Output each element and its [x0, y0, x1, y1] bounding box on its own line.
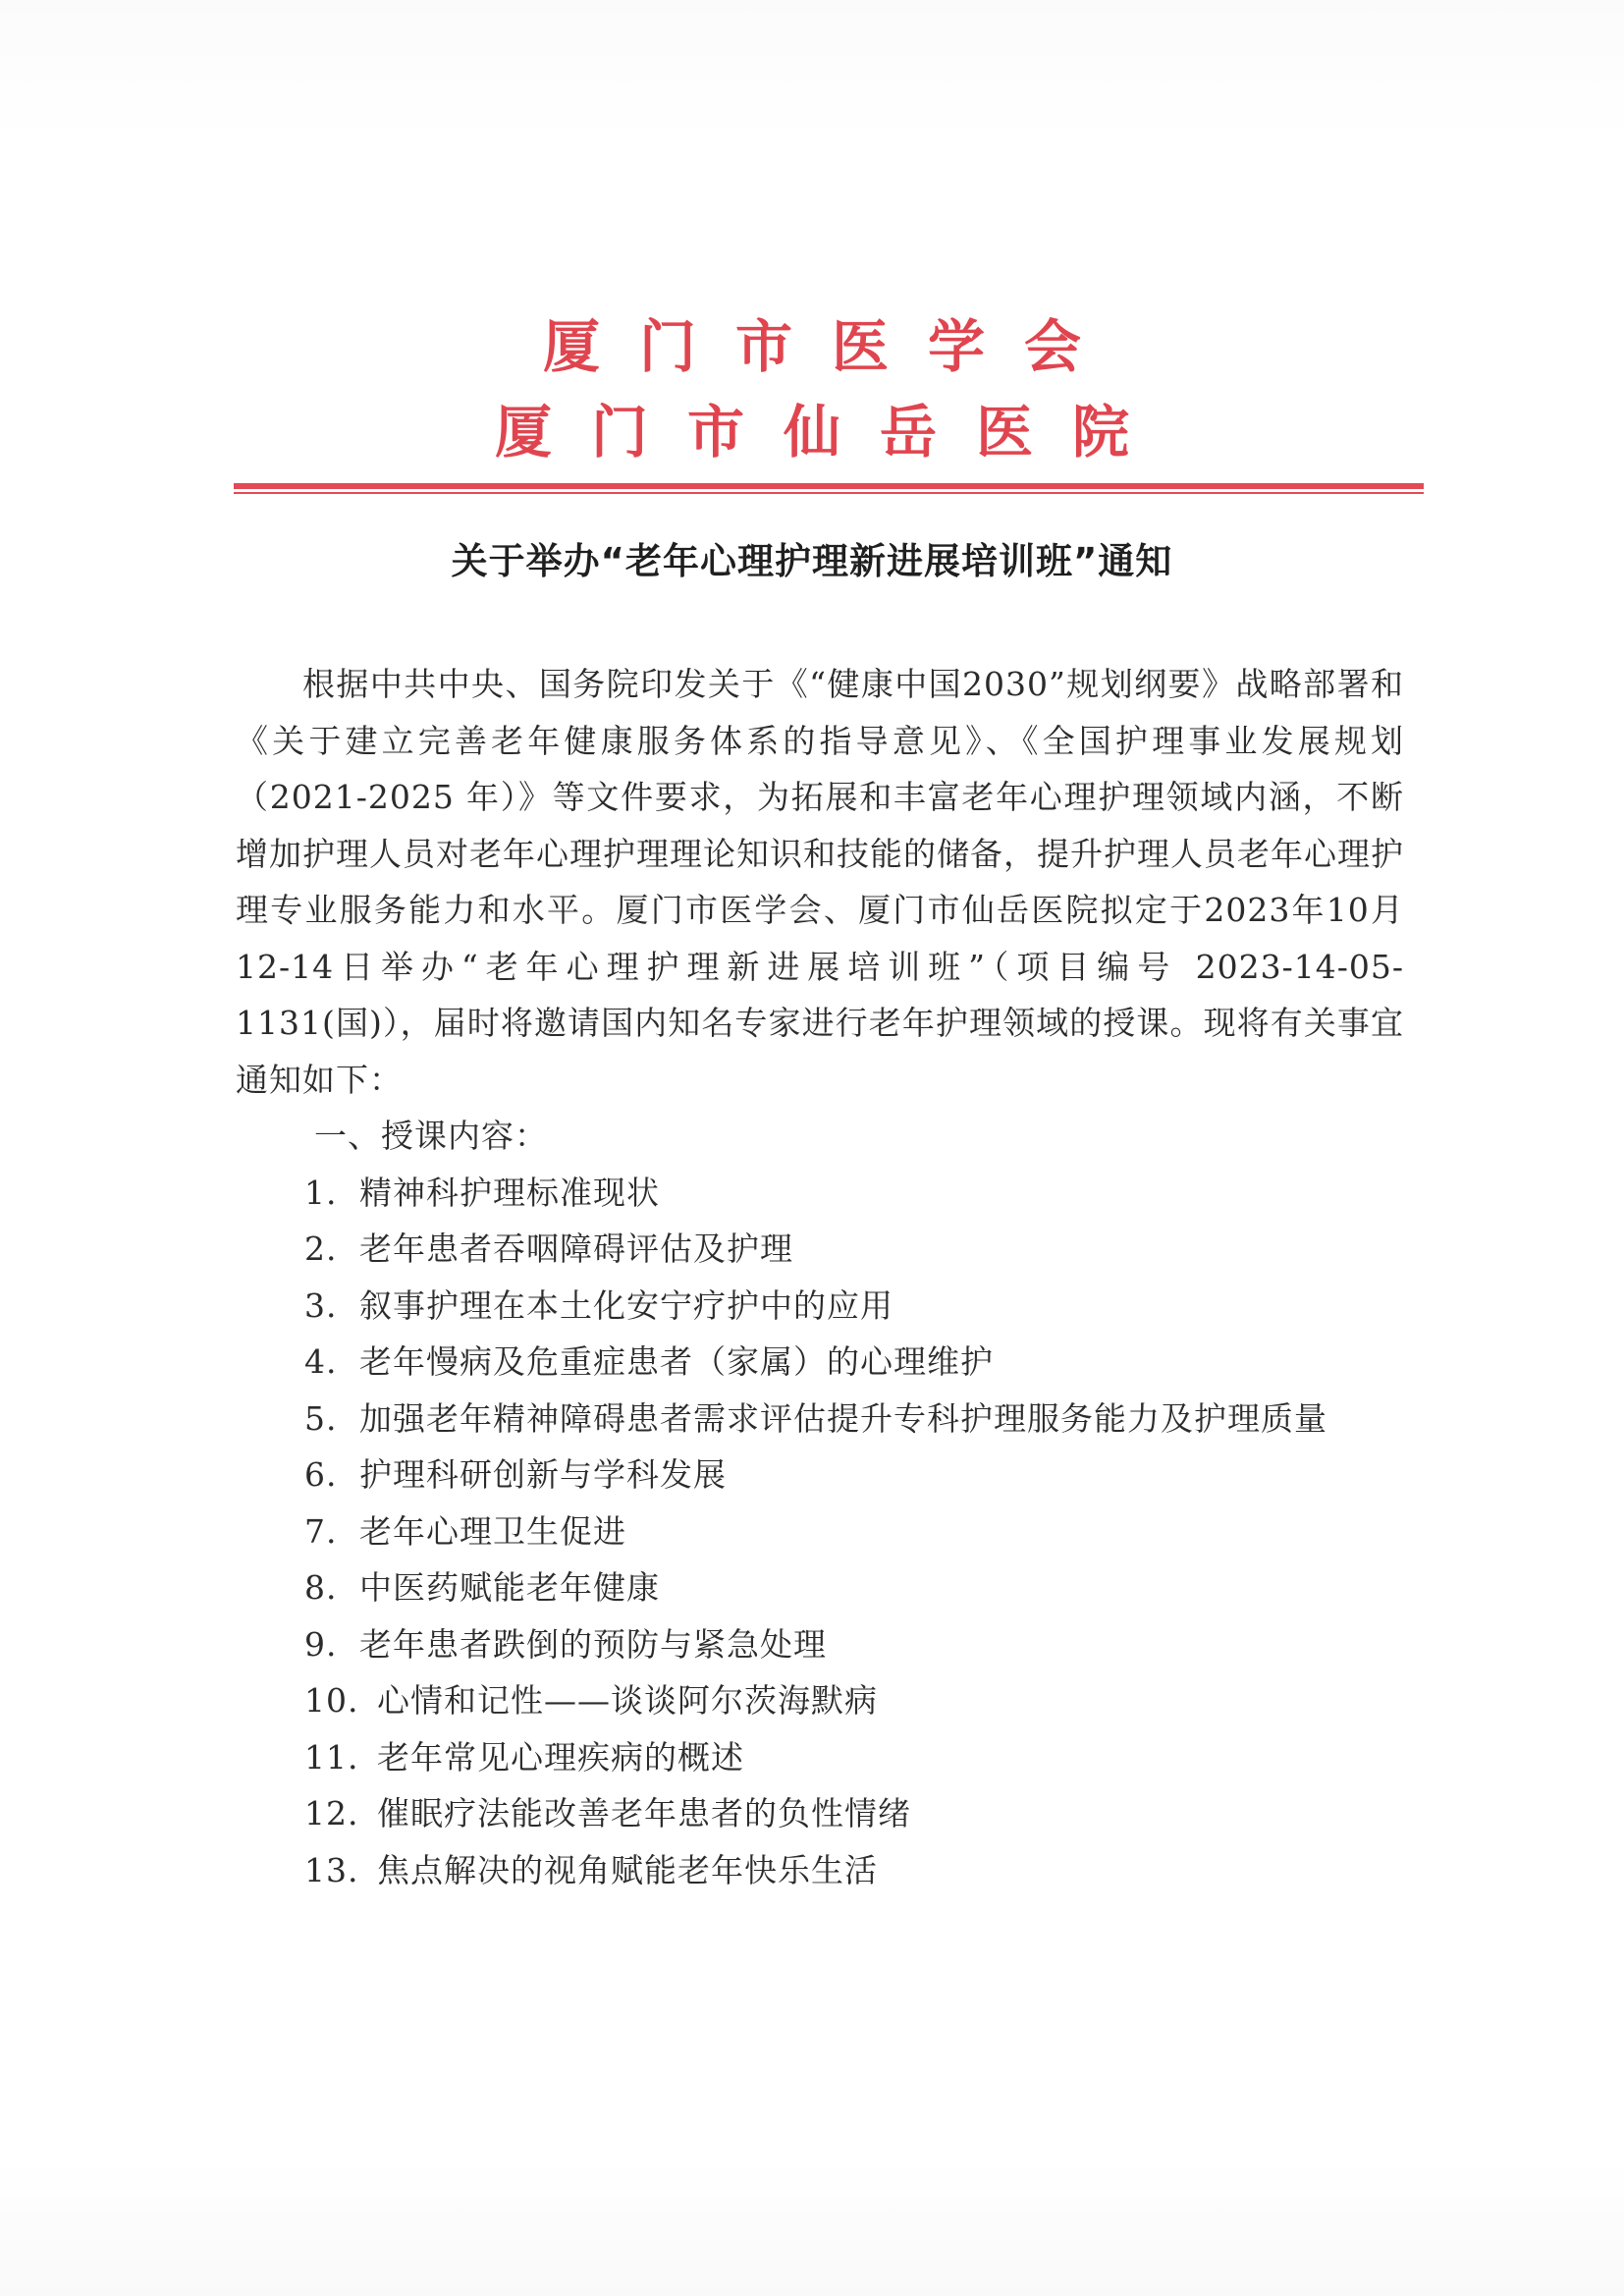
- course-topic-text: 老年慢病及危重症患者（家属）的心理维护: [359, 1342, 994, 1381]
- course-topic-item: [236, 1391, 1404, 1448]
- course-topic-item: [236, 1165, 1404, 1222]
- course-topic-item: [236, 1503, 1404, 1560]
- course-topic-item: [236, 1672, 1404, 1729]
- course-topic-number: 1.: [304, 1173, 338, 1212]
- letterhead-divider-thick: [234, 483, 1424, 489]
- course-topic-item: [236, 1842, 1404, 1899]
- course-topic-text: 老年心理卫生促进: [359, 1511, 626, 1551]
- course-topic-number: 10.: [304, 1681, 359, 1720]
- intro-paragraph: 根据中共中央、国务院印发关于《“健康中国2030”规划纲要》战略部署和《关于建立完善老年健康服务体系的指导意见》、《全国护理事业发展规划（2021-2025 年）》等文件要求，为拓展和丰富老年心理护理领域内涵，不断增加护理人员对老年心理护理理论知识和技能的储备，提升护理人员老年心理护理专业服务能力和水平。厦门市医学会、厦门市仙岳医院拟定于2023年10月12-14日举办“老年心理护理新进展培训班”（项目编号 2023-14-05-1131(国)），届时将邀请国内知名专家进行老年护理领域的授课。现将有关事宜通知如下：: [236, 665, 1404, 1099]
- course-topic-text: 叙事护理在本土化安宁疗护中的应用: [359, 1285, 893, 1325]
- course-topic-number: 7.: [304, 1511, 338, 1551]
- course-topic-text: 催眠疗法能改善老年患者的负性情绪: [377, 1794, 911, 1832]
- course-topic-text: 老年患者跌倒的预防与紧急处理: [359, 1624, 827, 1664]
- course-topic-item: [236, 1616, 1404, 1673]
- course-topic-number: 6.: [304, 1455, 338, 1494]
- course-topic-number: 2.: [304, 1230, 338, 1268]
- course-topic-text: 老年患者吞咽障碍评估及护理: [359, 1230, 793, 1268]
- course-topic-text: 老年常见心理疾病的概述: [377, 1737, 744, 1777]
- course-topic-number: 9.: [304, 1624, 338, 1664]
- course-topic-number: 4.: [304, 1342, 338, 1381]
- course-topic-item: [236, 1559, 1404, 1616]
- course-topic-number: 12.: [304, 1794, 359, 1832]
- document-title: 关于举办“老年心理护理新进展培训班”通知: [451, 540, 1173, 582]
- course-topic-item: [236, 1447, 1404, 1503]
- course-topic-text: 心情和记性——谈谈阿尔茨海默病: [377, 1681, 878, 1720]
- letterhead-hospital: 厦门市仙岳医院: [494, 399, 1168, 465]
- course-topic-text: 加强老年精神障碍患者需求评估提升专科护理服务能力及护理质量: [359, 1398, 1327, 1438]
- course-topic-number: 8.: [304, 1568, 338, 1607]
- course-topic-text: 中医药赋能老年健康: [359, 1568, 660, 1607]
- course-topic-item: [236, 1729, 1404, 1786]
- course-topic-number: 11.: [304, 1737, 359, 1777]
- course-topic-item: [236, 1221, 1404, 1278]
- document-body: [236, 656, 1404, 1898]
- course-topic-number: 5.: [304, 1398, 338, 1438]
- course-topic-number: 3.: [304, 1285, 338, 1325]
- course-topic-item: [236, 1785, 1404, 1842]
- course-topic-item: [236, 1278, 1404, 1335]
- letterhead-medical-association: 厦门市医学会: [542, 313, 1120, 380]
- course-topic-text: 护理科研创新与学科发展: [359, 1455, 727, 1494]
- course-topic-text: 精神科护理标准现状: [359, 1173, 660, 1212]
- section-heading-course-content: 一、授课内容：: [314, 1117, 548, 1155]
- course-topic-item: [236, 1334, 1404, 1391]
- course-topic-text: 焦点解决的视角赋能老年快乐生活: [377, 1850, 878, 1889]
- letterhead-divider-thin: [234, 492, 1424, 494]
- course-topic-list: [236, 1165, 1404, 1899]
- course-topic-number: 13.: [304, 1850, 359, 1889]
